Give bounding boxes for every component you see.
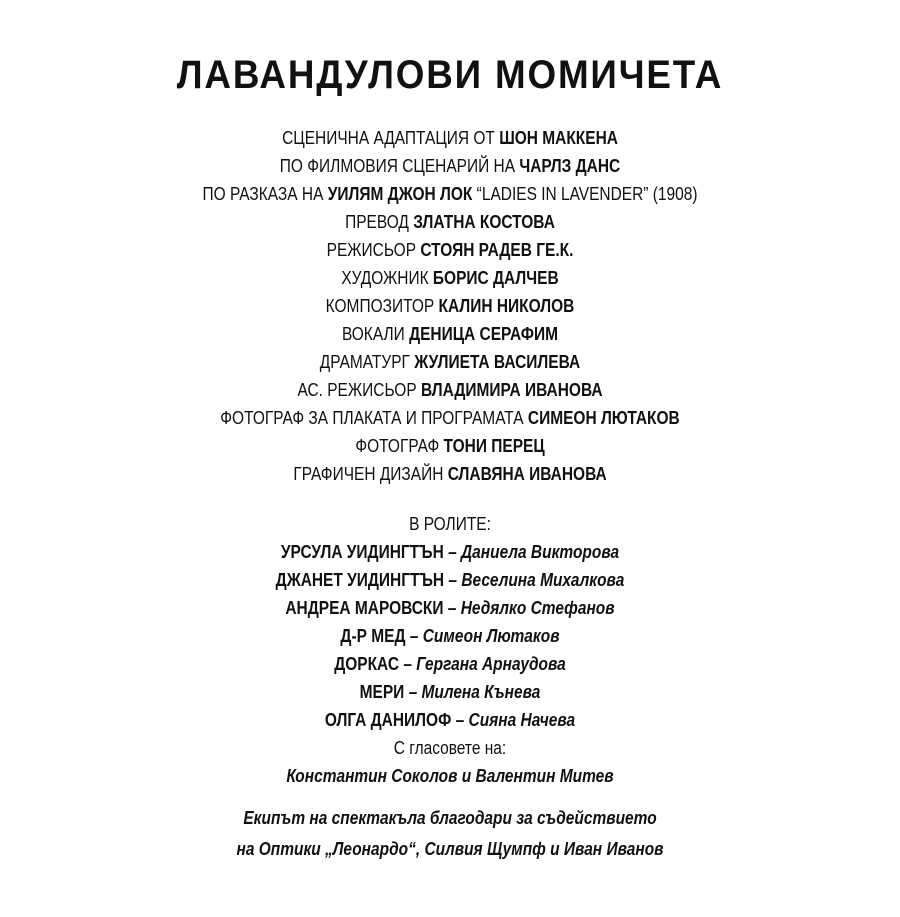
cast-line [63, 625, 837, 647]
credit-role: ФОТОГРАФ [355, 436, 440, 456]
credit-name: ЖУЛИЕТА ВАСИЛЕВА [414, 352, 581, 372]
credit-line [63, 211, 837, 233]
cast-dash: – [408, 682, 418, 702]
credit-line [63, 127, 837, 149]
credit-line [63, 239, 837, 261]
credit-line [63, 463, 837, 485]
credit-role: ПО ФИЛМОВИЯ СЦЕНАРИЙ НА [279, 156, 516, 176]
credit-name: ДЕНИЦА СЕРАФИМ [409, 324, 559, 344]
credit-line [63, 323, 837, 345]
credit-name: ВЛАДИМИРА ИВАНОВА [420, 380, 603, 400]
cast-line [63, 597, 837, 619]
credit-name: СИМЕОН ЛЮТАКОВ [527, 408, 680, 428]
credit-line [63, 155, 837, 177]
cast-actor: Милена Кънева [421, 682, 541, 702]
credit-name: УИЛЯМ ДЖОН ЛОК [327, 184, 473, 204]
thanks-line: на Оптики „Леонардо“, Силвия Щумпф и Иван Иванов [236, 839, 664, 859]
credit-role: ГРАФИЧЕН ДИЗАЙН [293, 464, 444, 484]
credit-line [63, 435, 837, 457]
cast-character: АНДРЕА МАРОВСКИ [285, 598, 444, 618]
credit-line [63, 407, 837, 429]
cast-character: УРСУЛА УИДИНГТЪН [280, 542, 444, 562]
credit-name: КАЛИН НИКОЛОВ [438, 296, 575, 316]
credit-role: РЕЖИСЬОР [326, 240, 417, 260]
credit-name: СТОЯН РАДЕВ ГЕ.К. [420, 240, 574, 260]
cast-character: Д-Р МЕД [340, 626, 406, 646]
credit-line [63, 295, 837, 317]
cast-dash: – [448, 570, 458, 590]
cast-heading: В РОЛИТЕ: [409, 514, 491, 534]
cast-dash: – [447, 598, 457, 618]
credit-line [63, 379, 837, 401]
cast-character: ОЛГА ДАНИЛОФ [324, 710, 452, 730]
credit-line [63, 183, 837, 205]
cast-line [63, 709, 837, 731]
credit-role: ПРЕВОД [345, 212, 409, 232]
credit-name: ШОН МАККЕНА [499, 128, 618, 148]
credit-name: ТОНИ ПЕРЕЦ [443, 436, 545, 456]
thanks-line: Екипът на спектакъла благодари за съдействието [243, 808, 657, 828]
cast-character: МЕРИ [359, 682, 405, 702]
page-title: ЛАВАНДУЛОВИ МОМИЧЕТА [176, 53, 724, 97]
cast-actor: Гергана Арнаудова [416, 654, 566, 674]
cast-actor: Даниела Викторова [461, 542, 620, 562]
cast-actor: Недялко Стефанов [460, 598, 615, 618]
credit-role: ХУДОЖНИК [341, 268, 429, 288]
cast-character: ДОРКАС [334, 654, 400, 674]
voices-heading: С гласовете на: [393, 738, 507, 758]
credit-line [63, 267, 837, 289]
cast-dash: – [448, 542, 457, 562]
credit-role: АС. РЕЖИСЬОР [297, 380, 417, 400]
credit-role: КОМПОЗИТОР [325, 296, 435, 316]
cast-line [63, 569, 837, 591]
credit-name: СЛАВЯНА ИВАНОВА [447, 464, 607, 484]
cast-line [63, 541, 837, 563]
credit-role: ФОТОГРАФ ЗА ПЛАКАТА И ПРОГРАМАТА [220, 408, 524, 428]
credit-role: ДРАМАТУРГ [319, 352, 410, 372]
credit-role: ВОКАЛИ [341, 324, 405, 344]
credit-suffix: “LADIES IN LAVENDER” (1908) [476, 184, 698, 204]
cast-character: ДЖАНЕТ УИДИНГТЪН [275, 570, 445, 590]
cast-dash: – [403, 654, 412, 674]
cast-actor: Веселина Михалкова [461, 570, 625, 590]
voices-names: Константин Соколов и Валентин Митев [286, 766, 614, 786]
credit-role: ПО РАЗКАЗА НА [202, 184, 324, 204]
credit-line [63, 351, 837, 373]
cast-line [63, 653, 837, 675]
credit-name: ЧАРЛЗ ДАНС [519, 156, 621, 176]
cast-actor: Симеон Лютаков [422, 626, 560, 646]
cast-actor: Сияна Начева [468, 710, 576, 730]
cast-line [63, 681, 837, 703]
credit-name: ЗЛАТНА КОСТОВА [413, 212, 555, 232]
credit-name: БОРИС ДАЛЧЕВ [432, 268, 559, 288]
cast-dash: – [455, 710, 465, 730]
credit-role: СЦЕНИЧНА АДАПТАЦИЯ ОТ [282, 128, 495, 148]
cast-dash: – [409, 626, 419, 646]
